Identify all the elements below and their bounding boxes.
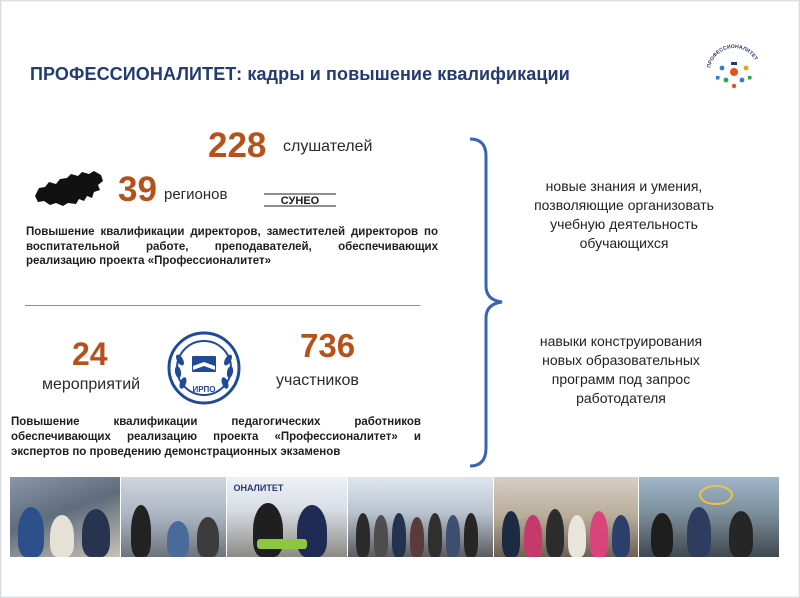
russia-map-icon	[32, 166, 106, 212]
events-count: 24	[72, 336, 108, 372]
photo-strip	[10, 477, 779, 557]
professionalitet-logo	[700, 38, 768, 94]
right-brace	[468, 136, 508, 470]
photo-workshop	[227, 477, 347, 557]
photo-students	[494, 477, 639, 557]
listeners-label: слушателей	[283, 138, 373, 155]
irpo-emblem	[166, 330, 242, 406]
listeners-count: 228	[208, 126, 267, 165]
regions-label: регионов	[164, 186, 228, 203]
banner-text: ОНАЛИТЕТ	[233, 483, 284, 493]
participants-label: участников	[276, 372, 359, 389]
outcome-skills: навыки конструирования новых образовательных программ под запрос работодателя	[539, 333, 703, 406]
description-top: Повышение квалификации директоров, заместителей директоров по воспитательной работе, преподавателей, обеспечивающих реализацию проекта «Профессионалитет»	[26, 226, 438, 267]
section-divider	[25, 305, 420, 306]
outcome-knowledge: новые знания и умения, позволяющие организовать учебную деятельность обучающихся	[534, 178, 714, 251]
description-bottom: Повышение квалификации педагогических работников обеспечивающих реализацию проекта «Профессионалитет» и экспертов по проведению демонстрационных экзаменов	[11, 416, 421, 458]
logo-text: ПРОФЕССИОНАЛИТЕТ	[706, 43, 759, 69]
photo-group-hall	[348, 477, 493, 557]
emblem-text: ИРПО	[192, 385, 216, 394]
photo-lecture	[121, 477, 227, 557]
photo-classroom	[10, 477, 120, 557]
photo-computer-lab	[639, 477, 779, 557]
slide-title: ПРОФЕССИОНАЛИТЕТ: кадры и повышение квалификации	[30, 64, 570, 84]
events-label: мероприятий	[42, 376, 141, 393]
regions-count: 39	[118, 170, 157, 209]
suneo-logo	[264, 191, 336, 209]
participants-count: 736	[300, 327, 356, 364]
suneo-logo-text: СУНЕО	[280, 195, 320, 207]
